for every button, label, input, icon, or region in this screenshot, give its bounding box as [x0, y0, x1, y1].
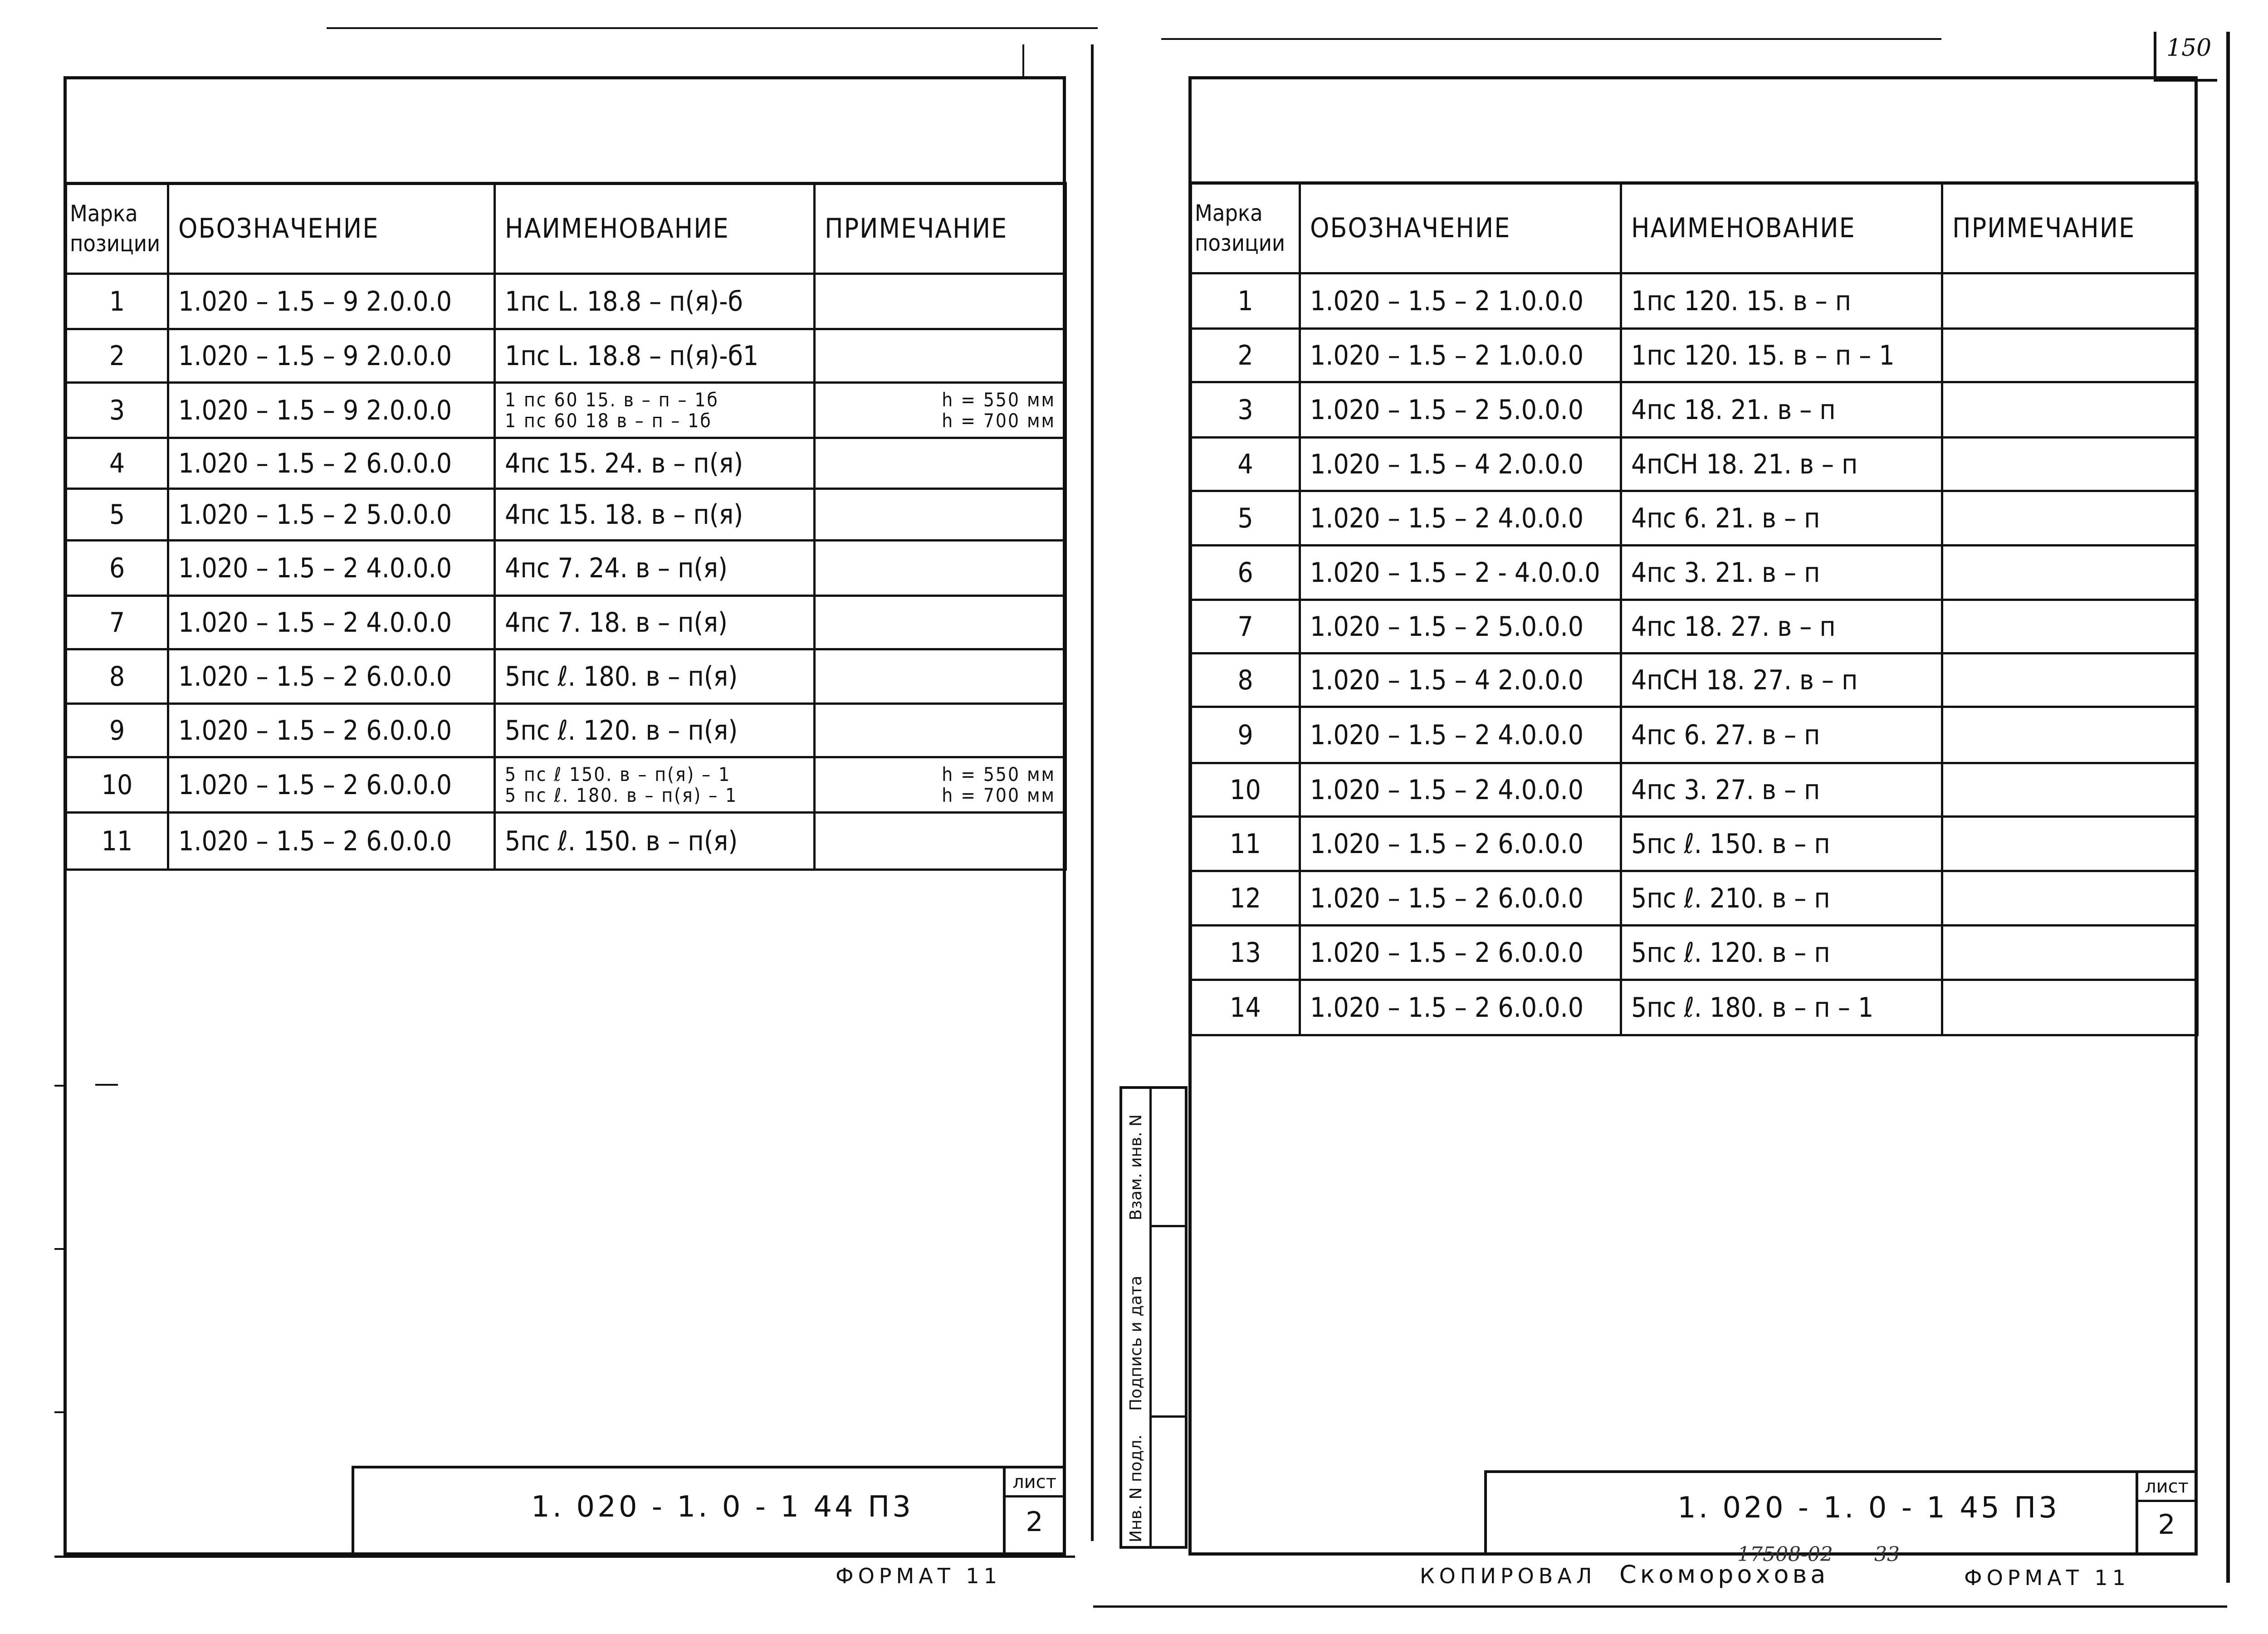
row-name: [495, 383, 815, 438]
row-name-line2: 1 пс 60 18 в – п – 1б: [505, 409, 712, 432]
table-row: [1191, 546, 2198, 600]
designation-header: ОБОЗНАЧЕНИЕ: [1300, 183, 1621, 273]
note-header: ПРИМЕЧАНИЕ: [815, 183, 1066, 274]
margin-tick: [54, 1411, 64, 1413]
table-row: [1191, 273, 2198, 329]
row-note: [815, 274, 1066, 329]
row-note: [1942, 707, 2198, 763]
side-label-signature: Подпись и дата: [1127, 1275, 1145, 1411]
row-mark: 3: [66, 383, 168, 438]
designation-header: ОБОЗНАЧЕНИЕ: [168, 183, 495, 274]
row-designation: 1.020 – 1.5 – 2 5.0.0.0: [168, 489, 495, 541]
row-name: 1пс L. 18.8 – п(я)-б1: [495, 329, 815, 383]
margin-tick: [54, 1085, 64, 1087]
copier-name: Скоморохова: [1619, 1560, 1829, 1589]
mark-header-line1: Марка: [70, 200, 138, 227]
row-designation: 1.020 – 1.5 – 2 6.0.0.0: [1300, 817, 1621, 871]
row-name: 4пс 15. 18. в – п(я): [495, 489, 815, 541]
row-name: 4пс 3. 27. в – п: [1621, 763, 1942, 817]
row-note: [815, 813, 1066, 870]
row-designation: 1.020 – 1.5 – 2 - 4.0.0.0: [1300, 546, 1621, 600]
row-mark: 4: [1191, 438, 1300, 491]
row-mark: 14: [1191, 980, 1300, 1035]
row-name-line2: 5 пс ℓ. 180. в – п(я) – 1: [505, 784, 738, 806]
mark-header-line1: Марка: [1195, 200, 1263, 226]
row-name: 4пс 3. 21. в – п: [1621, 546, 1942, 600]
table-row: [66, 813, 1066, 870]
table-row: [1191, 817, 2198, 871]
row-designation: 1.020 – 1.5 – 2 4.0.0.0: [1300, 491, 1621, 546]
row-note: [1942, 329, 2198, 382]
table-row: [1191, 438, 2198, 491]
side-strip-sep: [1149, 1225, 1188, 1227]
top-rule-left: [327, 27, 1098, 29]
left-title-code: 1. 020 - 1. 0 - 1 44 П3: [531, 1490, 914, 1524]
margin-tick: [54, 1248, 64, 1250]
side-label-replace: Взам. инв. N: [1127, 1114, 1145, 1220]
center-fold-line: [1091, 44, 1094, 1541]
row-designation: 1.020 – 1.5 – 2 4.0.0.0: [168, 596, 495, 649]
row-mark: 8: [1191, 654, 1300, 707]
left-bottom-rule: [54, 1556, 1075, 1558]
row-name: 4пс 7. 18. в – п(я): [495, 596, 815, 649]
row-mark: 8: [66, 649, 168, 704]
row-name: 4пс 18. 27. в – п: [1621, 600, 1942, 654]
row-name: [495, 757, 815, 813]
right-header-band: [1192, 79, 2195, 185]
row-designation: 1.020 – 1.5 – 2 6.0.0.0: [1300, 926, 1621, 980]
table-row: [1191, 980, 2198, 1035]
left-title-block: [352, 1466, 1066, 1556]
row-name: 5пс ℓ. 150. в – п(я): [495, 813, 815, 870]
row-note: [1942, 926, 2198, 980]
row-mark: 7: [66, 596, 168, 649]
table-row: [1191, 491, 2198, 546]
row-note: [815, 596, 1066, 649]
row-name: 1пс 120. 15. в – п: [1621, 273, 1942, 329]
row-note: [815, 383, 1066, 438]
row-note: [815, 489, 1066, 541]
table-row: [1191, 871, 2198, 926]
left-header-row: [66, 183, 1066, 274]
row-designation: 1.020 – 1.5 – 9 2.0.0.0: [168, 383, 495, 438]
left-header-band: [67, 79, 1063, 185]
row-name: 4пс 6. 21. в – п: [1621, 491, 1942, 546]
row-note: [815, 649, 1066, 704]
side-strip: [1119, 1086, 1188, 1549]
row-mark: 2: [66, 329, 168, 383]
table-row: [66, 274, 1066, 329]
copied-label: КОПИРОВАЛ: [1420, 1564, 1597, 1588]
row-note: [1942, 871, 2198, 926]
row-name: 4пс 7. 24. в – п(я): [495, 541, 815, 596]
right-format-label: ФОРМАТ 11: [1964, 1566, 2130, 1590]
row-mark: 7: [1191, 600, 1300, 654]
row-mark: 9: [66, 704, 168, 757]
row-designation: 1.020 – 1.5 – 2 6.0.0.0: [168, 704, 495, 757]
row-designation: 1.020 – 1.5 – 9 2.0.0.0: [168, 329, 495, 383]
row-note: [815, 541, 1066, 596]
row-mark: 4: [66, 438, 168, 489]
row-designation: 1.020 – 1.5 – 2 6.0.0.0: [1300, 871, 1621, 926]
row-note-line1: h = 550 мм: [942, 763, 1056, 785]
margin-dash: [95, 1084, 118, 1086]
row-name: 5пс ℓ. 180. в – п – 1: [1621, 980, 1942, 1035]
row-name: 5пс ℓ. 210. в – п: [1621, 871, 1942, 926]
row-note: [1942, 763, 2198, 817]
row-name: 4пСН 18. 21. в – п: [1621, 438, 1942, 491]
table-row: [66, 438, 1066, 489]
right-bottom-rule: [1093, 1605, 2227, 1608]
table-row: [66, 757, 1066, 813]
page-number-box: [2154, 32, 2217, 82]
row-note: [815, 329, 1066, 383]
right-spec-table: [1190, 181, 2199, 1036]
row-mark: 6: [1191, 546, 1300, 600]
mark-header-line2: позиции: [1195, 229, 1286, 256]
row-note: [1942, 817, 2198, 871]
page-number: 150: [2166, 34, 2212, 62]
row-designation: 1.020 – 1.5 – 4 2.0.0.0: [1300, 654, 1621, 707]
row-name: 4пСН 18. 27. в – п: [1621, 654, 1942, 707]
row-name: 5пс ℓ. 120. в – п: [1621, 926, 1942, 980]
row-note: [1942, 654, 2198, 707]
row-mark: 2: [1191, 329, 1300, 382]
left-sheet-label: лист: [1006, 1468, 1063, 1497]
row-note: [1942, 546, 2198, 600]
row-note: [1942, 600, 2198, 654]
table-row: [66, 329, 1066, 383]
row-mark: 6: [66, 541, 168, 596]
row-name: 5пс ℓ. 120. в – п(я): [495, 704, 815, 757]
table-row: [66, 649, 1066, 704]
table-row: [1191, 329, 2198, 382]
row-designation: 1.020 – 1.5 – 2 6.0.0.0: [168, 649, 495, 704]
row-designation: 1.020 – 1.5 – 9 2.0.0.0: [168, 274, 495, 329]
right-sheet-number: 2: [2158, 1509, 2175, 1541]
name-header: НАИМЕНОВАНИЕ: [1621, 183, 1942, 273]
table-row: [1191, 763, 2198, 817]
row-name: 4пс 18. 21. в – п: [1621, 382, 1942, 438]
left-spec-table: [65, 182, 1067, 871]
top-rule-right: [1161, 38, 1941, 40]
row-designation: 1.020 – 1.5 – 2 5.0.0.0: [1300, 382, 1621, 438]
row-mark: 12: [1191, 871, 1300, 926]
mark-header-line2: позиции: [70, 230, 161, 257]
row-note: [815, 704, 1066, 757]
row-designation: 1.020 – 1.5 – 2 5.0.0.0: [1300, 600, 1621, 654]
mark-header: [66, 183, 168, 274]
row-name-line1: 1 пс 60 15. в – п – 1б: [505, 388, 719, 411]
row-designation: 1.020 – 1.5 – 2 1.0.0.0: [1300, 273, 1621, 329]
row-note: [1942, 491, 2198, 546]
mark-header: [1191, 183, 1300, 273]
stamp-number: 17508-02: [1737, 1543, 1833, 1566]
right-title-block: [1484, 1470, 2198, 1556]
row-name: 5пс ℓ. 180. в – п(я): [495, 649, 815, 704]
right-header-row: [1191, 183, 2198, 273]
right-sheet-label: лист: [2138, 1473, 2195, 1502]
row-mark: 10: [1191, 763, 1300, 817]
row-note: [815, 757, 1066, 813]
row-mark: 9: [1191, 707, 1300, 763]
right-title-code: 1. 020 - 1. 0 - 1 45 П3: [1677, 1491, 2060, 1525]
row-designation: 1.020 – 1.5 – 2 6.0.0.0: [168, 813, 495, 870]
row-mark: 1: [66, 274, 168, 329]
row-designation: 1.020 – 1.5 – 2 4.0.0.0: [1300, 763, 1621, 817]
table-row: [1191, 382, 2198, 438]
row-designation: 1.020 – 1.5 – 2 6.0.0.0: [168, 438, 495, 489]
right-edge-rule: [2226, 32, 2230, 1583]
row-note: [1942, 382, 2198, 438]
row-mark: 11: [66, 813, 168, 870]
row-mark: 3: [1191, 382, 1300, 438]
row-name: 5пс ℓ. 150. в – п: [1621, 817, 1942, 871]
row-name: 1пс L. 18.8 – п(я)-б: [495, 274, 815, 329]
table-row: [66, 541, 1066, 596]
row-note-line2: h = 700 мм: [942, 784, 1056, 806]
table-row: [66, 596, 1066, 649]
row-note: [815, 438, 1066, 489]
row-designation: 1.020 – 1.5 – 2 4.0.0.0: [1300, 707, 1621, 763]
side-strip-divider: [1149, 1089, 1152, 1546]
left-sheet-number-box: [1003, 1468, 1063, 1553]
name-header: НАИМЕНОВАНИЕ: [495, 183, 815, 274]
row-name: 4пс 15. 24. в – п(я): [495, 438, 815, 489]
right-sheet-number-box: [2136, 1473, 2195, 1553]
row-name-line1: 5 пс ℓ 150. в – п(я) – 1: [505, 763, 731, 785]
stamp-sheet: 33: [1874, 1543, 1900, 1566]
row-mark: 13: [1191, 926, 1300, 980]
table-row: [1191, 600, 2198, 654]
row-note: [1942, 273, 2198, 329]
row-mark: 11: [1191, 817, 1300, 871]
side-strip-sep: [1149, 1415, 1188, 1418]
side-label-inv-orig: Инв. N подл.: [1127, 1434, 1145, 1542]
row-note-line1: h = 550 мм: [942, 388, 1056, 411]
row-mark: 5: [66, 489, 168, 541]
row-name: 4пс 6. 27. в – п: [1621, 707, 1942, 763]
row-designation: 1.020 – 1.5 – 2 1.0.0.0: [1300, 329, 1621, 382]
table-row: [1191, 707, 2198, 763]
left-sheet-number: 2: [1026, 1506, 1043, 1538]
row-mark: 1: [1191, 273, 1300, 329]
table-row: [66, 704, 1066, 757]
row-note-line2: h = 700 мм: [942, 409, 1056, 432]
row-mark: 5: [1191, 491, 1300, 546]
table-row: [66, 383, 1066, 438]
left-format-label: ФОРМАТ 11: [836, 1564, 1002, 1588]
row-name: 1пс 120. 15. в – п – 1: [1621, 329, 1942, 382]
table-row: [1191, 654, 2198, 707]
row-note: [1942, 980, 2198, 1035]
row-mark: 10: [66, 757, 168, 813]
row-designation: 1.020 – 1.5 – 4 2.0.0.0: [1300, 438, 1621, 491]
row-designation: 1.020 – 1.5 – 2 4.0.0.0: [168, 541, 495, 596]
note-header: ПРИМЕЧАНИЕ: [1942, 183, 2198, 273]
row-designation: 1.020 – 1.5 – 2 6.0.0.0: [1300, 980, 1621, 1035]
top-tick: [1022, 44, 1024, 79]
table-row: [1191, 926, 2198, 980]
row-note: [1942, 438, 2198, 491]
table-row: [66, 489, 1066, 541]
row-designation: 1.020 – 1.5 – 2 6.0.0.0: [168, 757, 495, 813]
